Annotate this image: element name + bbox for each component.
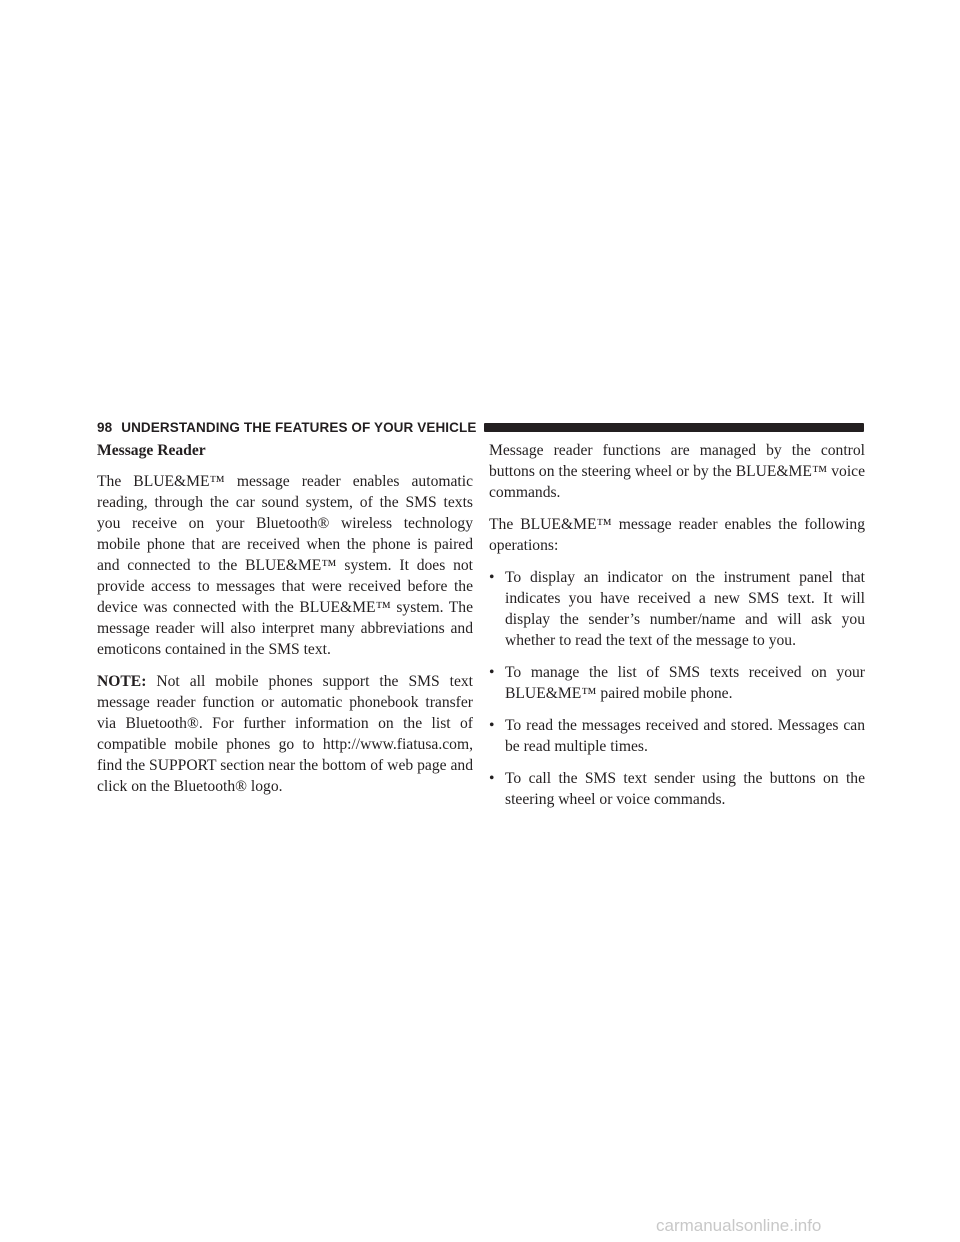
list-item: • To display an indicator on the instrument panel that indicates you have received a new SMS text. It will display the sender’s number/name and will ask you whether to read the text of the message to you. bbox=[489, 567, 865, 651]
header-rule bbox=[484, 423, 864, 432]
operations-intro: The BLUE&ME™ message reader enables the following operations: bbox=[489, 516, 865, 554]
right-column bbox=[489, 440, 865, 821]
list-item: • To read the messages received and stored. Messages can be read multiple times. bbox=[489, 715, 865, 757]
note-paragraph bbox=[97, 671, 473, 797]
list-item: • To manage the list of SMS texts received on your BLUE&ME™ paired mobile phone. bbox=[489, 662, 865, 704]
functions-paragraph: Message reader functions are managed by the control buttons on the steering wheel or by the BLUE&ME™ voice commands. bbox=[489, 442, 865, 501]
page-header bbox=[97, 418, 864, 436]
note-label: NOTE: bbox=[97, 673, 147, 690]
left-column bbox=[97, 440, 473, 808]
list-item: • To call the SMS text sender using the buttons on the steering wheel or voice commands. bbox=[489, 768, 865, 810]
note-text: Not all mobile phones support the SMS text message reader function or automatic phonebook transfer via Bluetooth®. For further information on the list of compatible mobile phones go to http://www.fiatusa.com, find the SUPPORT section near the bottom of web page and click on the Bluetooth® logo. bbox=[97, 673, 473, 795]
message-reader-description: The BLUE&ME™ message reader enables automatic reading, through the car sound system, of the SMS texts you receive on your Bluetooth® wireless technology mobile phone that are received when the phone is paired and connected to the BLUE&ME™ system. It does not provide access to messages that were received before the device was connected with the BLUE&ME™ system. The message reader will also interpret many abbreviations and emoticons contained in the SMS text. bbox=[97, 473, 473, 658]
operations-list bbox=[489, 567, 865, 810]
section-heading: Message Reader bbox=[97, 442, 206, 459]
page-number: 98 bbox=[97, 419, 113, 435]
chapter-title: UNDERSTANDING THE FEATURES OF YOUR VEHICLE bbox=[121, 419, 477, 435]
watermark: carmanualsonline.info bbox=[656, 1216, 822, 1235]
